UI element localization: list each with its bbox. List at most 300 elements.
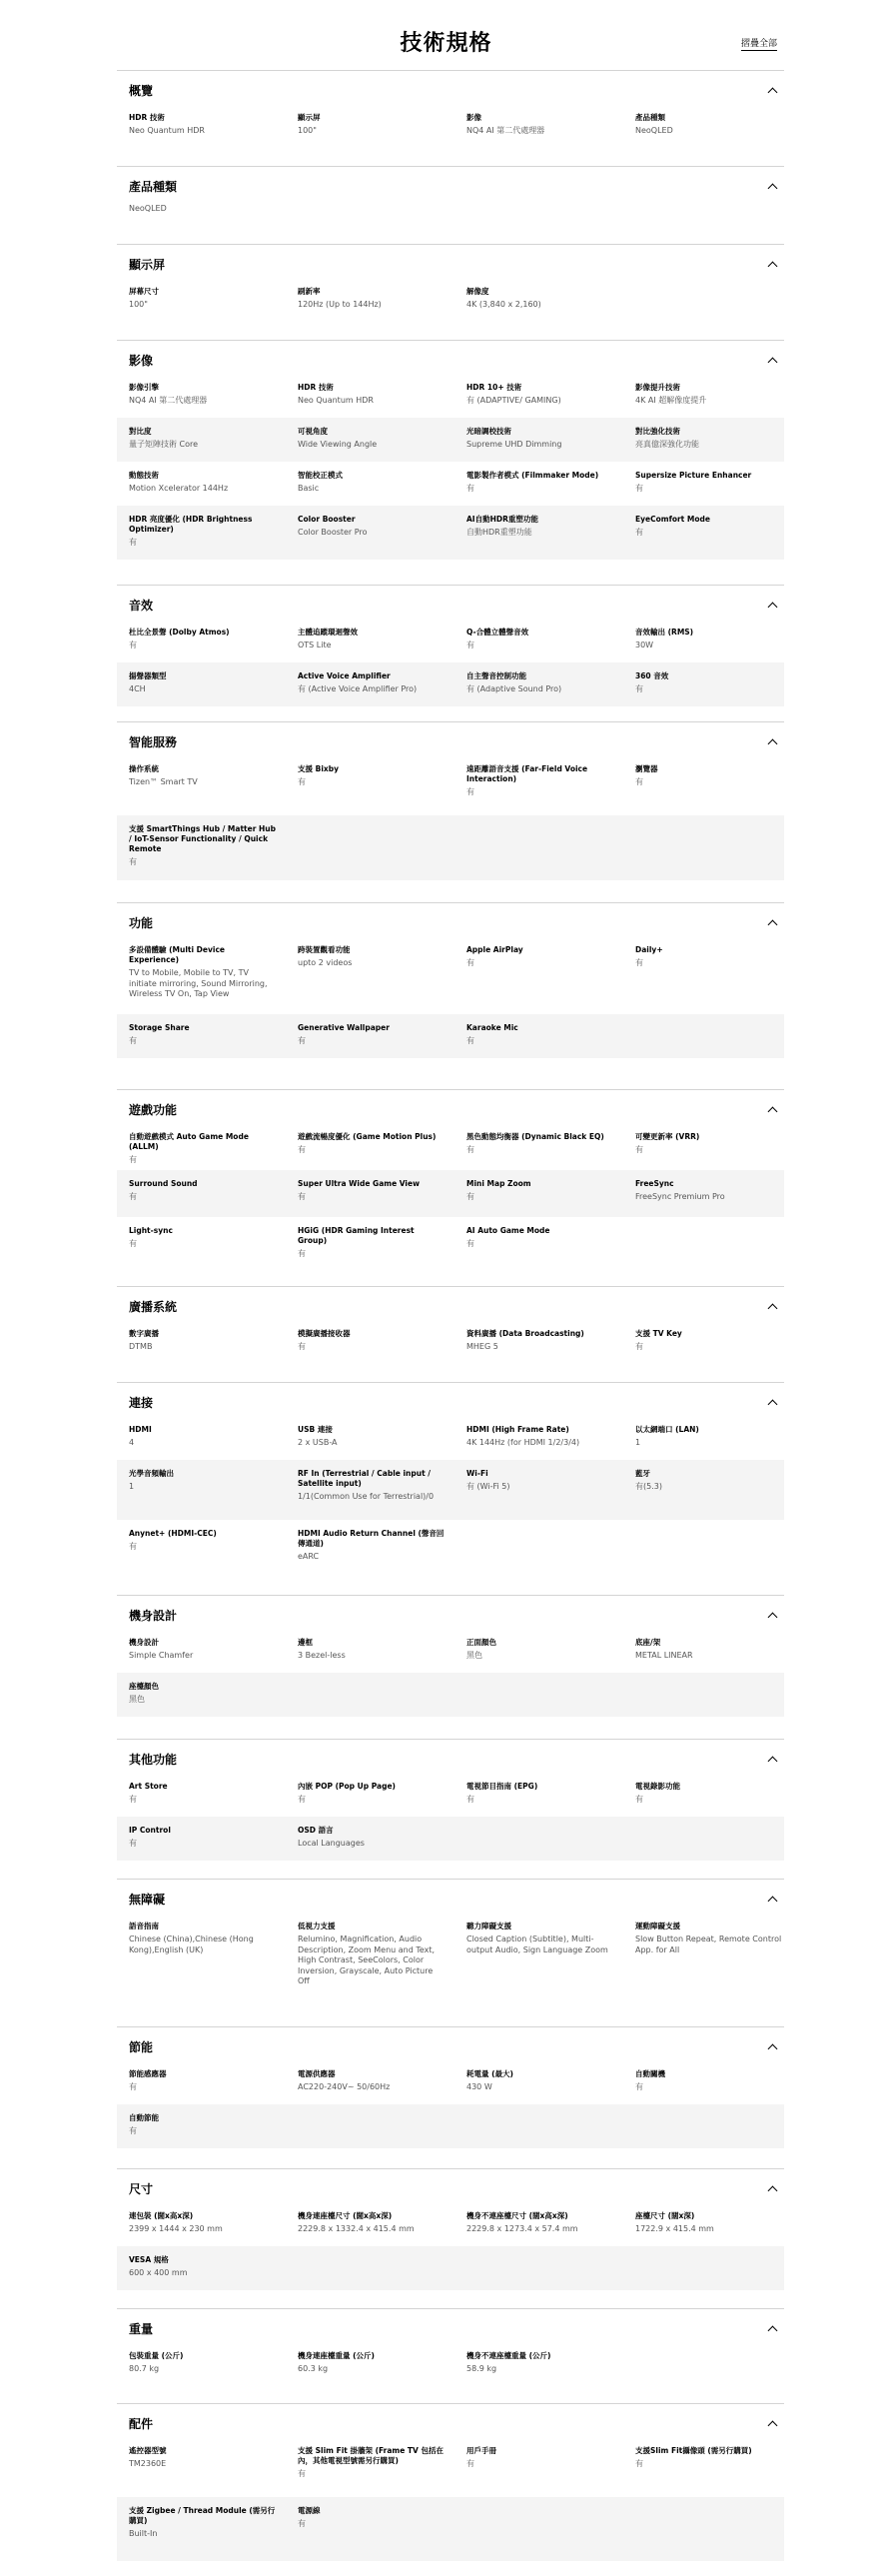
spec-value: 量子矩陣技術 Core (129, 440, 199, 449)
spec-item (466, 1329, 614, 1353)
spec-value: 有 (129, 538, 137, 547)
spec-row (117, 662, 784, 706)
spec-value: 有 (298, 1145, 306, 1154)
spec-item (635, 1469, 783, 1493)
spec-item (129, 2113, 277, 2137)
chevron-up-icon[interactable] (768, 1400, 778, 1410)
spec-item (129, 1226, 277, 1250)
spec-label: 多設備體驗 (Multi Device Experience) (129, 945, 225, 964)
spec-value: 有 (129, 857, 137, 866)
spec-label: Light-sync (129, 1226, 173, 1235)
spec-item (129, 1782, 277, 1806)
spec-label: 光暗調校技術 (466, 427, 511, 436)
spec-label: 以太網端口 (LAN) (635, 1425, 699, 1434)
spec-value: 有 (129, 641, 137, 649)
spec-label: Super Ultra Wide Game View (298, 1179, 421, 1188)
section-divider (117, 2026, 784, 2027)
spec-value: Built-In (129, 2529, 158, 2538)
spec-value: NQ4 AI 第二代處理器 (466, 126, 545, 135)
spec-label: 機身設計 (129, 1638, 159, 1647)
spec-label: 自主聲音控制功能 (466, 671, 526, 680)
spec-value: 有 (466, 641, 474, 649)
spec-value: 100" (298, 126, 317, 135)
section-divider (117, 1739, 784, 1740)
spec-value: 有 (129, 1155, 137, 1164)
spec-label: HDR 技術 (298, 383, 334, 392)
spec-item (298, 1132, 446, 1156)
spec-label: 耗電量 (最大) (466, 2069, 513, 2078)
spec-value: eARC (298, 1552, 320, 1561)
spec-label: IP Control (129, 1826, 171, 1835)
spec-label: 可變更新率 (VRR) (635, 1132, 700, 1141)
spec-item (129, 1425, 277, 1449)
spec-value: Closed Caption (Subtitle), Multi-output Audio, Sign Language Zoom (466, 1934, 608, 1954)
spec-item (298, 113, 446, 137)
spec-label: FreeSync (635, 1179, 674, 1188)
spec-value: MHEG 5 (466, 1342, 498, 1351)
chevron-up-icon[interactable] (768, 358, 778, 368)
spec-value: 有 (298, 1342, 306, 1351)
spec-item (466, 113, 614, 137)
spec-item (635, 945, 783, 969)
spec-value: NQ4 AI 第二代處理器 (129, 396, 208, 405)
spec-item (466, 2211, 614, 2235)
spec-item (129, 113, 277, 137)
spec-value: 有 (Adaptive Sound Pro) (466, 684, 562, 693)
spec-value: 有 (129, 1192, 137, 1201)
spec-item (129, 1682, 277, 1706)
spec-value: 有 (298, 2469, 306, 2478)
section-title[interactable]: 智能服務 (129, 735, 178, 749)
section-divider (117, 166, 784, 167)
spec-value: 有 (129, 2126, 137, 2135)
spec-row (117, 2342, 784, 2386)
spec-value: 有 (129, 1839, 137, 1848)
spec-label: 連包裝 (闊x高x深) (129, 2211, 194, 2220)
spec-value: Color Booster Pro (298, 528, 368, 537)
spec-label: Art Store (129, 1782, 168, 1791)
chevron-up-icon[interactable] (768, 2421, 778, 2431)
spec-value: 有 (466, 1795, 474, 1804)
spec-value: 120Hz (Up to 144Hz) (298, 300, 382, 309)
spec-item (298, 1529, 446, 1563)
section-title[interactable]: 節能 (129, 2040, 154, 2054)
spec-label: Surround Sound (129, 1179, 198, 1188)
spec-row (117, 1773, 784, 1817)
spec-label: 模擬廣播接收器 (298, 1329, 351, 1338)
spec-item (635, 671, 783, 695)
spec-label: HDR 技術 (129, 113, 165, 122)
spec-label: 杜比全景聲 (Dolby Atmos) (129, 628, 230, 637)
spec-value: 有 (466, 1192, 474, 1201)
page-title: 技術規格 (400, 31, 492, 56)
section-divider (117, 585, 784, 586)
section-title[interactable]: 配件 (129, 2417, 154, 2431)
spec-label: 機身連座檯重量 (公斤) (298, 2351, 375, 2360)
spec-item (298, 1782, 446, 1806)
spec-value: TV to Mobile, Mobile to TV, TV initiate mirroring, Sound Mirroring, Wireless TV On, Tap View (129, 968, 268, 998)
spec-value: Neo Quantum HDR (129, 126, 205, 135)
spec-value: NeoQLED (129, 204, 167, 213)
spec-value: Relumino, Magnification, Audio Description, Zoom Menu and Text, High Contrast, SeeColors, Color Inversion, Grayscale, Auto Picture Off (298, 1934, 436, 1985)
spec-value: Simple Chamfer (129, 1651, 194, 1660)
spec-item (298, 2211, 446, 2235)
spec-label: 自動節能 (129, 2113, 159, 2122)
spec-label: 邊框 (298, 1638, 313, 1647)
spec-value: 58.9 kg (466, 2364, 497, 2373)
spec-label: 音效輸出 (RMS) (635, 628, 694, 637)
spec-value: 3 Bezel-less (298, 1651, 346, 1660)
section-divider (117, 1089, 784, 1090)
spec-row (117, 506, 784, 560)
spec-row (117, 755, 784, 815)
spec-value: 有 (298, 777, 306, 786)
spec-row (117, 1460, 784, 1520)
spec-item (298, 383, 446, 407)
spec-item (298, 471, 446, 495)
spec-item (466, 471, 614, 495)
spec-value: 600 x 400 mm (129, 2268, 188, 2277)
spec-row (117, 1913, 784, 2016)
spec-label: 包裝重量 (公斤) (129, 2351, 184, 2360)
spec-value: 4K 144Hz (for HDMI 1/2/3/4) (466, 1438, 580, 1447)
section-title[interactable]: 重量 (129, 2322, 154, 2336)
spec-label: 產品種類 (635, 113, 665, 122)
spec-item (466, 2446, 614, 2470)
spec-label: 影像引擎 (129, 383, 159, 392)
spec-row (117, 1520, 784, 1572)
spec-item (298, 628, 446, 651)
spec-value: upto 2 videos (298, 958, 353, 967)
spec-value: 有 (129, 1795, 137, 1804)
section-divider (117, 1879, 784, 1880)
spec-item (298, 945, 446, 969)
section-title[interactable]: 產品種類 (129, 180, 178, 194)
spec-value: 有 (466, 2459, 474, 2468)
spec-item (129, 204, 277, 215)
section-title[interactable]: 顯示屏 (129, 258, 166, 272)
spec-label: 正面顏色 (466, 1638, 496, 1647)
spec-label: RF In (Terrestrial / Cable input / Satellite input) (298, 1469, 432, 1488)
spec-item (129, 2255, 277, 2279)
spec-label: OSD 語言 (298, 1826, 334, 1835)
spec-item (466, 764, 614, 798)
spec-row (117, 1320, 784, 1364)
spec-row (117, 1123, 784, 1170)
spec-label: 自動遊戲模式 Auto Game Mode (ALLM) (129, 1132, 249, 1151)
spec-value: 黑色 (466, 1651, 482, 1660)
collapse-all-link[interactable]: 摺疊全部 (741, 39, 778, 49)
spec-value: Wide Viewing Angle (298, 440, 378, 449)
spec-value: 4K AI 超解像度提升 (635, 396, 707, 405)
spec-item (466, 628, 614, 651)
section-divider (117, 902, 784, 903)
spec-row (117, 462, 784, 506)
spec-label: 支援 Bixby (298, 764, 339, 773)
spec-value: 4K (3,840 x 2,160) (466, 300, 541, 309)
chevron-up-icon[interactable] (768, 2326, 778, 2336)
section-title[interactable]: 遊戲功能 (129, 1103, 178, 1117)
spec-label: 低視力支援 (298, 1922, 336, 1931)
spec-label: Daily+ (635, 945, 663, 954)
section-divider (117, 2168, 784, 2169)
spec-value: 有 (635, 2459, 643, 2468)
section-divider (117, 2308, 784, 2309)
spec-value: 有 (129, 1036, 137, 1045)
spec-item (466, 1179, 614, 1203)
spec-value: 有 (Wi-Fi 5) (466, 1482, 510, 1491)
spec-value: 80.7 kg (129, 2364, 160, 2373)
spec-value: TM2360E (129, 2459, 167, 2468)
spec-item (129, 945, 277, 1000)
spec-label: 遊戲流暢度優化 (Game Motion Plus) (298, 1132, 437, 1141)
spec-item (298, 671, 446, 695)
spec-item (298, 1329, 446, 1353)
spec-value: 有 (635, 484, 643, 493)
spec-value: 有 (129, 1542, 137, 1551)
section-title[interactable]: 尺寸 (129, 2182, 154, 2196)
spec-label: Apple AirPlay (466, 945, 523, 954)
spec-value: 430 W (466, 2082, 492, 2091)
chevron-up-icon[interactable] (768, 1757, 778, 1767)
spec-value: 有 (635, 2082, 643, 2091)
spec-value: Local Languages (298, 1839, 365, 1848)
spec-label: 座檯顏色 (129, 1682, 159, 1691)
spec-value: 自動HDR重塑功能 (466, 528, 532, 537)
spec-row (117, 2246, 784, 2290)
spec-label: HDMI (High Frame Rate) (466, 1425, 569, 1434)
spec-row (117, 374, 784, 418)
spec-value: 1722.9 x 415.4 mm (635, 2224, 714, 2233)
spec-item (466, 2069, 614, 2093)
spec-value: 1 (129, 1482, 135, 1491)
spec-item (635, 427, 783, 451)
spec-row (117, 1416, 784, 1460)
spec-row (117, 2202, 784, 2246)
spec-item (635, 628, 783, 651)
spec-label: 光學音頻輸出 (129, 1469, 174, 1478)
section-title[interactable]: 無障礙 (129, 1893, 166, 1907)
spec-label: 黑色動態均衡器 (Dynamic Black EQ) (466, 1132, 604, 1141)
spec-item (298, 2446, 446, 2480)
spec-label: 資料廣播 (Data Broadcasting) (466, 1329, 584, 1338)
spec-value: Supreme UHD Dimming (466, 440, 562, 449)
spec-item (129, 471, 277, 495)
spec-value: 60.3 kg (298, 2364, 329, 2373)
spec-value: 有 (466, 1145, 474, 1154)
spec-value: 有 (466, 1036, 474, 1045)
spec-item (129, 2446, 277, 2470)
spec-label: 智能校正模式 (298, 471, 343, 480)
spec-item (466, 1226, 614, 1250)
spec-item (635, 764, 783, 788)
spec-item (129, 383, 277, 407)
spec-value: 有 (466, 484, 474, 493)
section-divider (117, 1286, 784, 1287)
spec-value: Tizen™ Smart TV (129, 777, 198, 786)
spec-value: 有 (298, 1249, 306, 1258)
spec-label: 語音指南 (129, 1922, 159, 1931)
spec-item (635, 2211, 783, 2235)
spec-value: AC220-240V~ 50/60Hz (298, 2082, 391, 2091)
spec-value: Chinese (China),Chinese (Hong Kong),English (UK) (129, 1934, 254, 1954)
spec-value: METAL LINEAR (635, 1651, 693, 1660)
spec-row (117, 619, 784, 662)
spec-item (129, 1826, 277, 1850)
spec-value: 有 (635, 1342, 643, 1351)
spec-value: 有 (635, 777, 643, 786)
spec-item (298, 1425, 446, 1449)
spec-value: Slow Button Repeat, Remote Control App. for All (635, 1934, 782, 1954)
spec-label: AI Auto Game Mode (466, 1226, 550, 1235)
section-title[interactable]: 機身設計 (129, 1609, 178, 1623)
spec-item (635, 1782, 783, 1806)
spec-label: 電源供應器 (298, 2069, 336, 2078)
section-title[interactable]: 其他功能 (129, 1753, 178, 1767)
spec-item (466, 1782, 614, 1806)
chevron-up-icon[interactable] (768, 1613, 778, 1623)
section-divider (117, 340, 784, 341)
spec-item (298, 515, 446, 539)
chevron-up-icon[interactable] (768, 920, 778, 930)
spec-row (117, 104, 784, 146)
spec-value: 有 (298, 1795, 306, 1804)
spec-row (117, 2104, 784, 2148)
spec-label: 瀏覽器 (635, 764, 658, 773)
chevron-up-icon[interactable] (768, 2186, 778, 2196)
spec-label: 對比度 (129, 427, 152, 436)
spec-item (298, 2351, 446, 2375)
spec-item (129, 427, 277, 451)
spec-row (117, 1817, 784, 1861)
spec-value: 亮真億深強化功能 (635, 440, 699, 449)
spec-label: 影像提升技術 (635, 383, 680, 392)
spec-value: 有 (466, 787, 474, 796)
spec-item (129, 2211, 277, 2235)
spec-item (129, 1132, 277, 1166)
spec-item (129, 2069, 277, 2093)
spec-item (129, 2506, 277, 2540)
spec-label: 藍牙 (635, 1469, 650, 1478)
spec-label: 可視角度 (298, 427, 328, 436)
spec-value: 2229.8 x 1332.4 x 415.4 mm (298, 2224, 415, 2233)
section-title[interactable]: 音效 (129, 599, 154, 613)
section-title[interactable]: 廣播系統 (129, 1300, 178, 1314)
spec-item (466, 287, 614, 311)
spec-item (466, 515, 614, 539)
spec-label: EyeComfort Mode (635, 515, 710, 524)
spec-item (129, 1179, 277, 1203)
spec-label: Karaoke Mic (466, 1023, 518, 1032)
spec-label: 機身連座檯尺寸 (闊x高x深) (298, 2211, 393, 2220)
spec-label: 支援 SmartThings Hub / Matter Hub / IoT-Sensor Functionality / Quick Remote (129, 824, 277, 853)
spec-item (129, 2351, 277, 2375)
spec-item (466, 671, 614, 695)
chevron-up-icon[interactable] (768, 603, 778, 613)
spec-label: 電影製作者模式 (Filmmaker Mode) (466, 471, 599, 480)
section-title[interactable]: 影像 (129, 354, 154, 368)
chevron-up-icon[interactable] (768, 184, 778, 194)
spec-value: 有 (635, 528, 643, 537)
spec-label: 座檯尺寸 (闊x深) (635, 2211, 695, 2220)
chevron-up-icon[interactable] (768, 1897, 778, 1907)
spec-value: 有 (298, 2519, 306, 2528)
spec-label: 聽力障礙支援 (466, 1922, 511, 1931)
spec-label: 解像度 (466, 287, 489, 296)
spec-row (117, 2497, 784, 2561)
spec-value: 有 (635, 1145, 643, 1154)
spec-item (298, 1826, 446, 1850)
spec-label: 支援 Slim Fit 掛牆架 (Frame TV 包括在內，其他電視型號需另行購買) (298, 2446, 444, 2465)
spec-item (466, 383, 614, 407)
spec-value: Motion Xcelerator 144Hz (129, 484, 229, 493)
spec-label: Anynet+ (HDMI-CEC) (129, 1529, 217, 1538)
spec-value: FreeSync Premium Pro (635, 1192, 725, 1201)
spec-row (117, 2437, 784, 2497)
spec-value: 有 (635, 1795, 643, 1804)
chevron-up-icon[interactable] (768, 262, 778, 272)
section-divider (117, 70, 784, 71)
spec-label: Wi-Fi (466, 1469, 488, 1478)
spec-item (298, 1469, 446, 1503)
spec-value: DTMB (129, 1342, 153, 1351)
section-divider (117, 1595, 784, 1596)
spec-label: Mini Map Zoom (466, 1179, 531, 1188)
spec-item (466, 427, 614, 451)
spec-item (129, 1329, 277, 1353)
spec-label: 動態技術 (129, 471, 159, 480)
spec-label: 影像 (466, 113, 481, 122)
spec-label: 跨裝置觀看功能 (298, 945, 351, 954)
chevron-up-icon[interactable] (768, 739, 778, 749)
spec-item (298, 1023, 446, 1047)
spec-item (298, 2069, 446, 2093)
spec-item (129, 1023, 277, 1047)
section-title[interactable]: 功能 (129, 916, 154, 930)
chevron-up-icon[interactable] (768, 88, 778, 98)
spec-item (129, 1469, 277, 1493)
spec-label: 運動障礙支援 (635, 1922, 680, 1931)
spec-label: 自動關機 (635, 2069, 665, 2078)
section-title[interactable]: 概覽 (129, 84, 154, 98)
spec-item (635, 1638, 783, 1662)
spec-item (635, 2446, 783, 2470)
chevron-up-icon[interactable] (768, 1304, 778, 1314)
spec-item (129, 1922, 277, 1955)
spec-row (117, 936, 784, 1014)
chevron-up-icon[interactable] (768, 2044, 778, 2054)
spec-item (298, 427, 446, 451)
spec-value: 有 (466, 1239, 474, 1248)
spec-value: 2 x USB-A (298, 1438, 338, 1447)
spec-item (298, 287, 446, 311)
spec-value: 100" (129, 300, 148, 309)
spec-item (129, 287, 277, 311)
spec-label: 顯示屏 (298, 113, 321, 122)
spec-item (635, 1922, 783, 1955)
spec-label: 內嵌 POP (Pop Up Page) (298, 1782, 396, 1791)
spec-item (298, 2506, 446, 2530)
section-divider (117, 244, 784, 245)
section-title[interactable]: 連接 (129, 1396, 154, 1410)
spec-value: 有 (298, 1036, 306, 1045)
spec-label: 主體追蹤環迴聲效 (298, 628, 358, 637)
chevron-up-icon[interactable] (768, 1107, 778, 1117)
spec-label: Supersize Picture Enhancer (635, 471, 752, 480)
spec-row (117, 1217, 784, 1261)
spec-label: AI自動HDR重塑功能 (466, 515, 538, 524)
spec-label: HGiG (HDR Gaming Interest Group) (298, 1226, 415, 1245)
